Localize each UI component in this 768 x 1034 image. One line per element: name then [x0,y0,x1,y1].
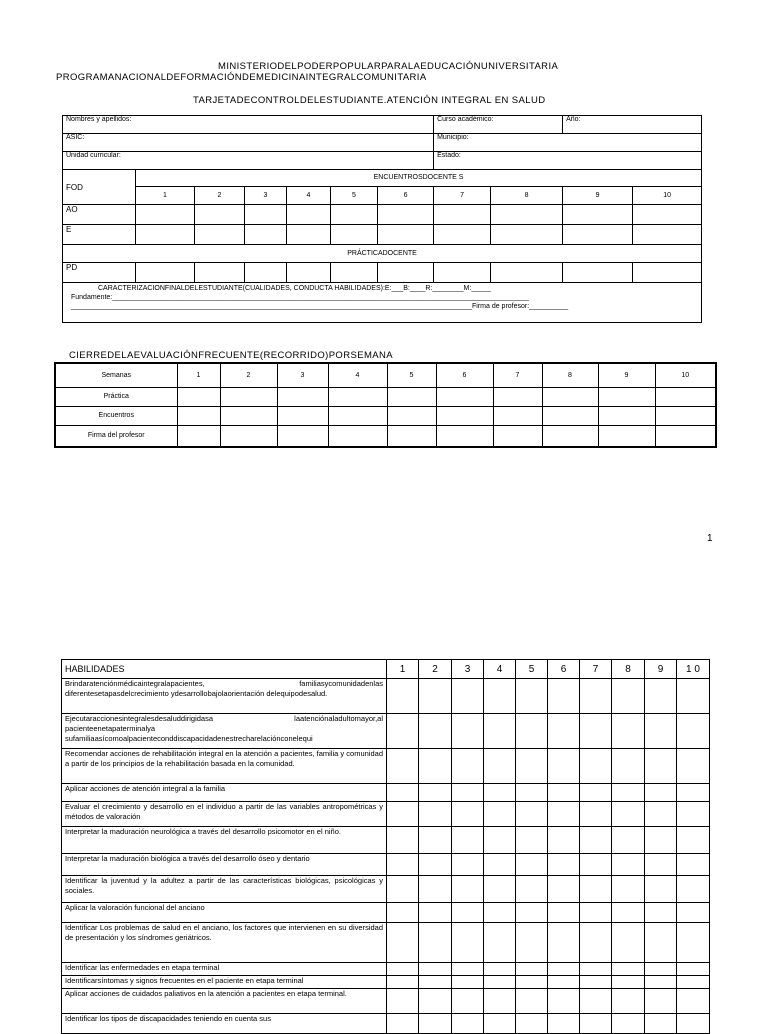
habilidad-cell[interactable] [612,989,645,1014]
row-label-fod: FOD [63,170,136,205]
habilidad-cell[interactable] [419,802,452,827]
habilidad-cell[interactable] [516,802,548,827]
habilidad-cell[interactable] [419,903,452,923]
ministry-title: MINISTERIODELPODERPOPULARPARALAEDUCACIÓNUNIVERSITARIA [218,61,559,72]
habilidades-table [61,659,710,1034]
row-label-e: E [63,225,136,245]
habilidad-text: Interpretar la maduración biológica a través del desarrollo óseo y dentario [62,854,387,876]
habilidad-cell[interactable] [645,784,677,802]
habilidades-header: HABILIDADES [62,660,387,679]
hab-col-num: 3 [452,660,484,679]
habilidad-cell[interactable] [612,749,645,784]
habilidad-cell[interactable] [419,976,452,989]
habilidad-cell[interactable] [484,714,516,749]
row-encuentros: Encuentros [55,406,177,425]
habilidad-cell[interactable] [419,714,452,749]
estado-field[interactable]: Estado: [434,152,702,170]
habilidad-row [62,963,710,976]
habilidad-cell[interactable] [387,802,419,827]
habilidad-text: Brindaratenciónmédicaintegralapacientes, familiasycomunidadenlas diferentesetapasdelcrecimiento ydesarrollobajolaorientación delequipodesalud. [62,679,387,714]
habilidad-row [62,854,710,876]
habilidad-cell[interactable] [645,876,677,903]
row-practica: Práctica [55,387,177,406]
hab-col-num: 1 0 [677,660,710,679]
habilidad-cell[interactable] [645,802,677,827]
municipio-field[interactable]: Municipio: [434,134,702,152]
habilidad-cell[interactable] [387,876,419,903]
student-card-table [62,115,702,323]
habilidad-cell[interactable] [484,854,516,876]
week-num: 4 [328,363,387,387]
habilidad-cell[interactable] [387,749,419,784]
habilidad-cell[interactable] [452,679,484,714]
habilidad-text: Ejecutaraccionesintegralesdesaluddirigidasa laatenciónaladultomayor,al pacienteenetapaterminalya sufamiliaasícomoalpacienteconddiscapacidadenestrecharelaciónconelequi [62,714,387,749]
habilidad-row [62,827,710,854]
habilidad-cell[interactable] [548,749,580,784]
hab-col-num: 1 [387,660,419,679]
habilidad-cell[interactable] [548,854,580,876]
row-label-ao: AO [63,205,136,225]
cierre-title: CIERREDELAEVALUACIÓNFRECUENTE(RECORRIDO)PORSEMANA [69,350,393,361]
habilidad-cell[interactable] [484,989,516,1014]
habilidad-cell[interactable] [612,963,645,976]
hab-col-num: 8 [612,660,645,679]
habilidad-cell[interactable] [516,963,548,976]
habilidad-cell[interactable] [419,749,452,784]
habilidad-cell[interactable] [516,749,548,784]
anio-field[interactable]: Año: [563,116,702,134]
enc-num: 4 [287,187,331,205]
card-title: TARJETADECONTROLDELESTUDIANTE.ATENCIÓN INTEGRAL EN SALUD [193,95,546,106]
habilidad-cell[interactable] [452,714,484,749]
habilidad-cell[interactable] [516,714,548,749]
practica-title: PRÁCTICADOCENTE [63,245,702,263]
unidad-field[interactable]: Unidad curricular: [63,152,434,170]
habilidad-cell[interactable] [612,876,645,903]
habilidad-cell[interactable] [677,876,710,903]
habilidad-cell[interactable] [612,679,645,714]
habilidad-cell[interactable] [484,749,516,784]
habilidad-cell[interactable] [548,876,580,903]
habilidad-cell[interactable] [484,784,516,802]
habilidad-cell[interactable] [580,679,612,714]
habilidad-cell[interactable] [612,714,645,749]
week-num: 2 [220,363,277,387]
habilidad-cell[interactable] [548,989,580,1014]
habilidad-cell[interactable] [484,903,516,923]
habilidad-cell[interactable] [516,784,548,802]
habilidad-cell[interactable] [645,923,677,963]
habilidad-text: Interpretar la maduración neurológica a través del desarrollo psicomotor en el niño. [62,827,387,854]
hab-col-num: 4 [484,660,516,679]
habilidad-cell[interactable] [452,876,484,903]
habilidad-cell[interactable] [452,903,484,923]
habilidad-cell[interactable] [612,854,645,876]
habilidad-cell[interactable] [419,963,452,976]
week-num: 5 [387,363,436,387]
habilidad-cell[interactable] [612,976,645,989]
week-num: 10 [655,363,716,387]
habilidad-cell[interactable] [580,923,612,963]
habilidad-cell[interactable] [419,989,452,1014]
enc-num: 10 [633,187,702,205]
habilidad-cell[interactable] [580,989,612,1014]
habilidad-cell[interactable] [645,827,677,854]
habilidad-cell[interactable] [677,923,710,963]
habilidad-cell[interactable] [387,923,419,963]
habilidad-cell[interactable] [548,679,580,714]
habilidad-cell[interactable] [677,679,710,714]
habilidad-cell[interactable] [548,784,580,802]
habilidad-text: Identificar Los problemas de salud en el anciano, los factores que intervienen en su diversidad de presentación y los síndromes geriátricos. [62,923,387,963]
habilidad-cell[interactable] [645,714,677,749]
habilidad-cell[interactable] [484,963,516,976]
week-num: 6 [436,363,493,387]
page-number: 1 [707,533,713,544]
habilidad-cell[interactable] [484,976,516,989]
habilidad-cell[interactable] [677,976,710,989]
week-num: 8 [542,363,598,387]
habilidad-cell[interactable] [484,802,516,827]
habilidad-cell[interactable] [484,679,516,714]
row-label-pd: PD [63,263,136,283]
habilidad-row [62,802,710,827]
habilidad-cell[interactable] [419,876,452,903]
hab-col-num: 5 [516,660,548,679]
habilidad-cell[interactable] [580,714,612,749]
habilidad-text: Evaluar el crecimiento y desarrollo en el individuo a partir de las variables antropométricas y métodos de valoración [62,802,387,827]
habilidad-cell[interactable] [548,923,580,963]
habilidad-text: Aplicar acciones de atención integral a la familia [62,784,387,802]
enc-num: 9 [563,187,633,205]
habilidad-cell[interactable] [516,976,548,989]
habilidad-cell[interactable] [452,963,484,976]
habilidad-cell[interactable] [516,827,548,854]
habilidad-cell[interactable] [484,827,516,854]
habilidad-cell[interactable] [645,989,677,1014]
semanas-label: Semanas [55,363,177,387]
hab-col-num: 6 [548,660,580,679]
habilidad-row [62,784,710,802]
habilidad-cell[interactable] [419,854,452,876]
habilidad-cell[interactable] [548,976,580,989]
habilidad-cell[interactable] [645,679,677,714]
habilidad-cell[interactable] [452,989,484,1014]
week-num: 1 [177,363,220,387]
habilidad-cell[interactable] [387,989,419,1014]
habilidad-cell[interactable] [677,903,710,923]
habilidad-text: Identificarsíntomas y signos frecuentes en el paciente en etapa terminal [62,976,387,989]
habilidad-cell[interactable] [580,903,612,923]
firma-profesor-line: _______________________________________________________________________________________________________Firma de profesor:__________ [71,303,569,310]
habilidad-cell[interactable] [645,963,677,976]
habilidad-cell[interactable] [516,989,548,1014]
habilidad-cell[interactable] [677,827,710,854]
habilidad-cell[interactable] [516,679,548,714]
habilidad-cell[interactable] [677,854,710,876]
enc-num: 2 [195,187,245,205]
program-title: PROGRAMANACIONALDEFORMACIÓNDEMEDICINAINTEGRALCOMUNITARIA [56,72,427,83]
habilidad-cell[interactable] [548,903,580,923]
habilidad-cell[interactable] [387,903,419,923]
habilidad-cell[interactable] [452,976,484,989]
habilidad-cell[interactable] [612,784,645,802]
habilidad-cell[interactable] [452,827,484,854]
enc-num: 3 [245,187,287,205]
enc-num: 7 [434,187,491,205]
habilidad-cell[interactable] [452,784,484,802]
habilidad-cell[interactable] [677,714,710,749]
habilidad-cell[interactable] [419,679,452,714]
habilidad-cell[interactable] [677,749,710,784]
habilidad-row [62,989,710,1014]
habilidad-cell[interactable] [645,749,677,784]
habilidad-cell[interactable] [387,976,419,989]
habilidad-cell[interactable] [580,827,612,854]
week-num: 9 [598,363,655,387]
habilidad-cell[interactable] [419,784,452,802]
habilidad-cell[interactable] [645,976,677,989]
habilidad-cell[interactable] [612,903,645,923]
habilidad-cell[interactable] [452,749,484,784]
habilidad-cell[interactable] [452,923,484,963]
habilidad-cell[interactable] [612,802,645,827]
enc-num: 6 [378,187,434,205]
habilidad-cell[interactable] [677,963,710,976]
habilidad-text: Identificar los tipos de discapacidades teniendo en cuenta sus [62,1014,387,1034]
habilidad-cell[interactable] [645,854,677,876]
habilidad-row [62,903,710,923]
habilidad-cell[interactable] [580,784,612,802]
habilidad-row [62,976,710,989]
habilidad-cell[interactable] [484,876,516,903]
habilidad-row [62,749,710,784]
habilidad-cell[interactable] [548,802,580,827]
enc-num: 5 [331,187,378,205]
hab-col-num: 2 [419,660,452,679]
row-firma-profesor: Firma del profesor [55,425,177,447]
caracterizacion-text: CARACTERIZACIONFINALDELESTUDIANTE(CUALIDADES, CONDUCTA HABILIDADES):E:___B:____R:________M:_____ [98,285,491,292]
habilidad-cell[interactable] [580,802,612,827]
habilidad-cell[interactable] [580,854,612,876]
enc-num: 1 [136,187,195,205]
habilidad-cell[interactable] [580,876,612,903]
habilidad-row [62,923,710,963]
encuentros-title: ENCUENTROSDOCENTE S [136,170,702,187]
habilidad-cell[interactable] [452,802,484,827]
habilidad-cell[interactable] [612,923,645,963]
fundamente-line: Fundamente:___________________________________________________________________________________________________________ [71,294,529,301]
nombres-field[interactable]: Nombres y apellidos: [63,116,434,134]
habilidad-cell[interactable] [387,784,419,802]
habilidad-row [62,876,710,903]
habilidad-cell[interactable] [516,923,548,963]
habilidad-text: Aplicar la valoración funcional del anciano [62,903,387,923]
habilidad-cell[interactable] [516,903,548,923]
habilidad-cell[interactable] [419,827,452,854]
week-num: 7 [493,363,542,387]
habilidad-cell[interactable] [484,923,516,963]
habilidad-cell[interactable] [452,854,484,876]
cierre-table [54,362,717,448]
week-num: 3 [277,363,328,387]
habilidad-text: Recomendar acciones de rehabilitación integral en la atención a pacientes, familia y comunidad a partir de los principios de la rehabilitación basada en la comunidad. [62,749,387,784]
habilidad-row [62,679,710,714]
habilidad-cell[interactable] [387,679,419,714]
habilidad-row [62,714,710,749]
habilidad-text: Identificar la juventud y la adultez a partir de las características biológicas, psicológicas y sociales. [62,876,387,903]
habilidad-cell[interactable] [548,963,580,976]
habilidad-cell[interactable] [419,923,452,963]
habilidad-cell[interactable] [677,784,710,802]
habilidad-cell[interactable] [580,749,612,784]
asic-field[interactable]: ASIC: [63,134,434,152]
habilidad-cell[interactable] [548,714,580,749]
habilidad-cell[interactable] [645,903,677,923]
habilidad-cell[interactable] [387,714,419,749]
habilidad-cell[interactable] [516,876,548,903]
hab-col-num: 9 [645,660,677,679]
habilidad-cell[interactable] [516,854,548,876]
habilidad-cell[interactable] [580,963,612,976]
habilidad-cell[interactable] [548,827,580,854]
habilidad-cell[interactable] [677,989,710,1014]
habilidad-cell[interactable] [677,802,710,827]
habilidad-cell[interactable] [580,976,612,989]
enc-num: 8 [491,187,563,205]
hab-col-num: 7 [580,660,612,679]
habilidad-cell[interactable] [612,827,645,854]
habilidad-cell[interactable] [387,963,419,976]
caracterizacion-box[interactable] [63,283,702,323]
habilidad-text: Identificar las enfermedades en etapa terminal [62,963,387,976]
curso-field[interactable]: Curso académico: [434,116,563,134]
habilidad-cell[interactable] [387,854,419,876]
habilidad-cell[interactable] [387,827,419,854]
habilidad-text: Aplicar acciones de cuidados paliativos en la atención a pacientes en etapa terminal. [62,989,387,1014]
